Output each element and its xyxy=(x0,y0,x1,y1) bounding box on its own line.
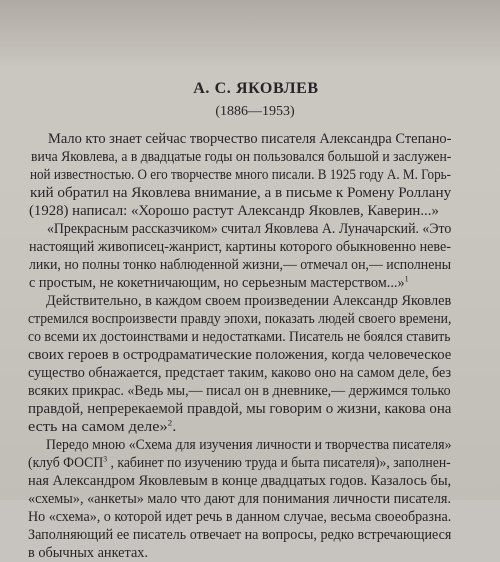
text-line: ная Александром Яковлевым в конце двадцатых годов. Казалось бы, xyxy=(28,473,452,489)
text-line: своих героев в остродраматические положения, когда человеческое xyxy=(28,347,452,363)
chapter-body-text xyxy=(0,131,500,561)
author-name: А. С. ЯКОВЛЕВ xyxy=(193,80,319,97)
text-line-content: (клуб ФОСП xyxy=(28,455,104,471)
footnote-mark: 3 xyxy=(103,454,108,464)
text-line-content: есть на самом деле» xyxy=(28,419,168,435)
text-line: со всеми их достоинствами и недостатками. Писатель не боялся ставить xyxy=(28,329,451,345)
page-shadow xyxy=(0,0,500,70)
text-line xyxy=(28,455,451,472)
text-line: Действительно, в каждом своем произведении Александр Яковлев xyxy=(46,293,452,309)
text-line: (1928) написал: «Хорошо растут Александр Яковлев, Каверин...» xyxy=(29,203,439,219)
text-line: Передо мною «Схема для изучения личности и творчества писателя» xyxy=(46,437,452,453)
footnote-mark: 1 xyxy=(404,274,409,284)
text-line: правдой, непререкаемой правдой, мы говорим о жизни, какова она xyxy=(28,401,452,417)
text-line-content: с простым, не кокетничающим, но серьезным мастерством...» xyxy=(29,275,405,291)
text-line: Но «схема», о которой идет речь в данном случае, весьма своеобразна. xyxy=(28,509,452,525)
text-line: всяких прикрас. «Ведь мы,— писал он в дневнике,— держимся только xyxy=(28,383,451,399)
text-line-content: , кабинет по изучению труда и быта писателя)», заполнен- xyxy=(107,455,451,471)
text-line: кий обратил на Яковлева внимание, а в письме к Ромену Роллану xyxy=(30,185,452,201)
text-line: ной известностью. О его творчестве много писали. В 1925 году А. М. Горь- xyxy=(30,167,451,183)
chapter-header xyxy=(0,80,500,120)
text-line: существо обнажается, предстает таким, каково оно на самом деле, без xyxy=(28,365,452,381)
text-line: «Прекрасным рассказчиком» считал Яковлева А. Луначарский. «Это xyxy=(47,221,452,237)
text-line xyxy=(29,275,409,292)
footnote-mark: 2 xyxy=(167,418,173,428)
text-line: Мало кто знает сейчас творчество писателя Александра Степано- xyxy=(48,131,452,147)
text-line: вича Яковлева, а в двадцатые годы он пользовался большой и заслужен- xyxy=(31,149,452,165)
text-line: стремился воспроизвести правду эпохи, показать людей своего времени, xyxy=(28,311,452,327)
text-line: Заполняющий ее писатель отвечает на вопросы, редко встречающиеся xyxy=(28,527,452,543)
text-line: «схемы», «анкеты» мало что дают для понимания личности писателя. xyxy=(28,491,452,507)
text-line: лики, но полны тонко наблюденной жизни,— отмечал он,— исполнены xyxy=(29,257,452,273)
text-line: настоящий живописец-жанрист, картины которого обыкновенно неве- xyxy=(29,239,451,255)
author-life-years: (1886—1953) xyxy=(215,104,295,119)
text-line: есть на самом деле»$^2$. xyxy=(28,418,177,435)
text-line: в обычных анкетах. xyxy=(28,545,149,561)
